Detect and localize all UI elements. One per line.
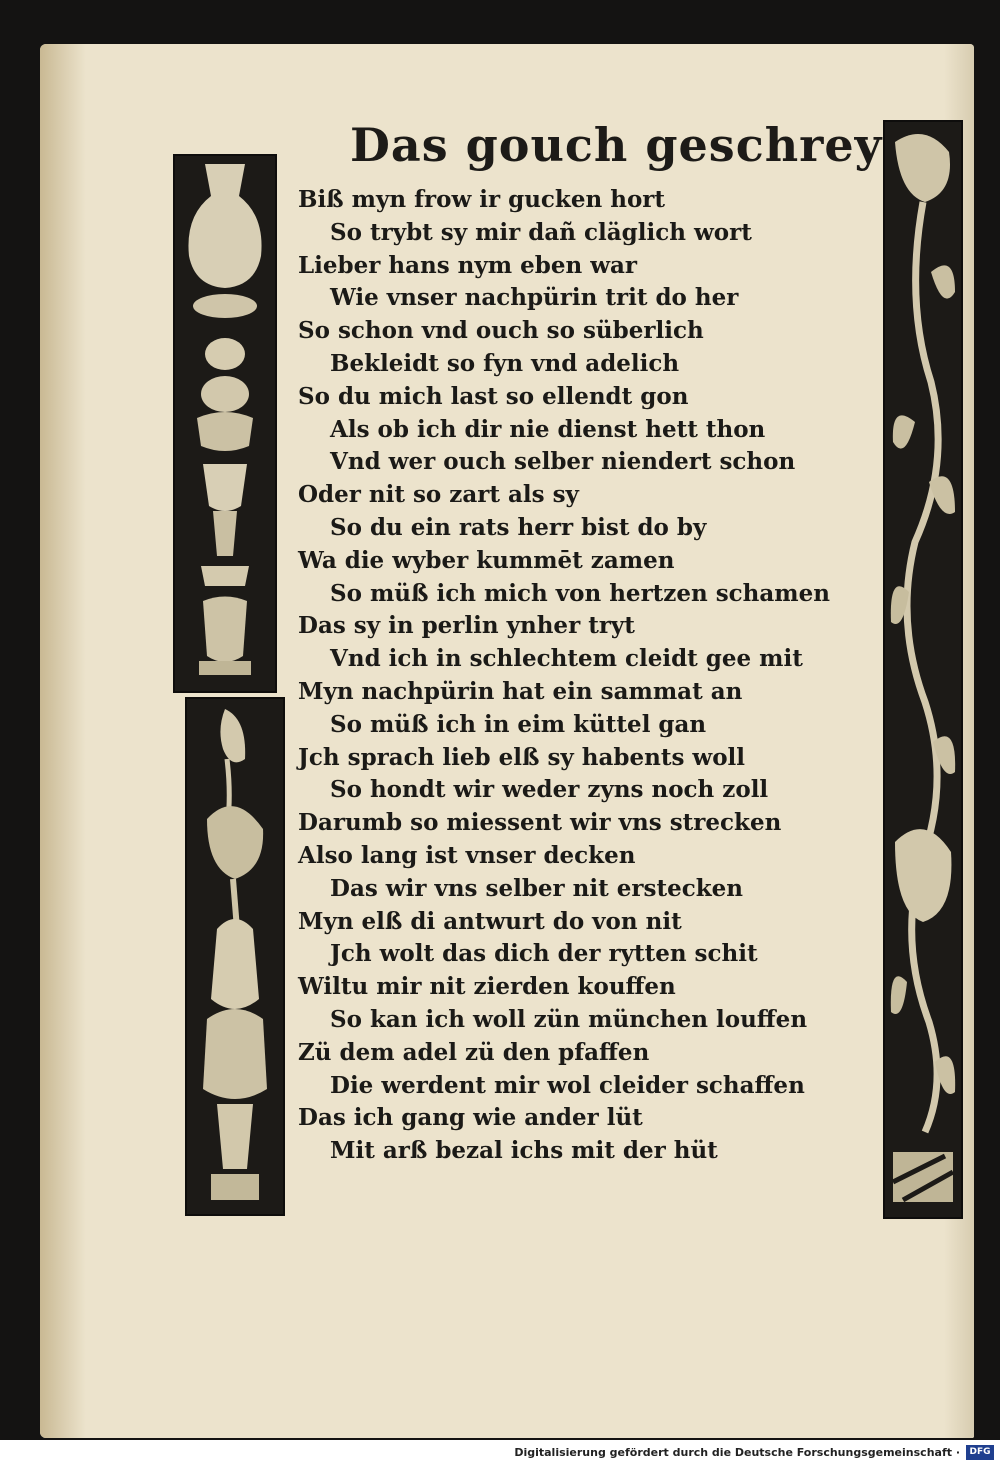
verse-line: Jch wolt das dich der rytten schit — [330, 940, 758, 968]
verse-line: Jch sprach lieb elß sy habents woll — [298, 743, 746, 771]
book-page — [40, 44, 974, 1438]
footer-bar — [0, 1440, 1000, 1467]
woodcut-vine-illustration — [883, 120, 963, 1219]
verse-line: So du mich last so ellendt gon — [298, 382, 689, 410]
verse-line: So müß ich mich von hertzen schamen — [330, 579, 831, 607]
verse-line: So müß ich in eim küttel gan — [330, 710, 707, 738]
verse-line: Oder nit so zart als sy — [298, 481, 579, 509]
verse-line: Lieber hans nym eben war — [298, 251, 638, 279]
verse-line: Wiltu mir nit zierden kouffen — [298, 973, 676, 1001]
woodcut-plant-vase-illustration — [185, 697, 285, 1216]
verse-line: Zü dem adel zü den pfaffen — [298, 1038, 650, 1066]
verse-line: Also lang ist vnser decken — [298, 841, 636, 869]
woodcut-vases-illustration — [173, 154, 277, 693]
verse-line: So du ein rats herr bist do by — [330, 513, 707, 541]
page-gutter-shadow — [40, 44, 86, 1438]
verse-line: Biß myn frow ir gucken hort — [298, 186, 666, 213]
verse-line: Wie vnser nachpürin trit do her — [330, 284, 739, 312]
funding-credit: Digitalisierung gefördert durch die Deutsche Forschungsgemeinschaft · — [514, 1446, 960, 1459]
verse-line: Die werdent mir wol cleider schaffen — [330, 1071, 805, 1099]
page-title: Das gouch geschrey — [350, 118, 883, 172]
verse-line: Das ich gang wie ander lüt — [298, 1104, 643, 1132]
verse-line: Wa die wyber kummēt zamen — [298, 546, 675, 574]
verse-line: Als ob ich dir nie dienst hett thon — [330, 415, 766, 443]
verse-line: Bekleidt so fyn vnd adelich — [330, 349, 680, 377]
verse-block — [298, 184, 898, 1168]
verse-line: Das sy in perlin ynher tryt — [298, 612, 635, 640]
verse-line: So trybt sy mir dañ cläglich wort — [330, 218, 752, 246]
verse-line: So hondt wir weder zyns noch zoll — [330, 776, 769, 804]
verse-line: Myn nachpürin hat ein sammat an — [298, 677, 743, 705]
verse-line: So schon vnd ouch so süberlich — [298, 317, 704, 345]
dfg-logo: DFG — [966, 1445, 994, 1460]
verse-line: Mit arß bezal ichs mit der hüt — [330, 1137, 718, 1165]
verse-line: Vnd wer ouch selber niendert schon — [330, 448, 796, 476]
verse-line: Das wir vns selber nit erstecken — [330, 874, 744, 902]
verse-line: Vnd ich in schlechtem cleidt gee mit — [330, 645, 803, 673]
verse-line: Myn elß di antwurt do von nit — [298, 907, 682, 935]
verse-line: Darumb so miessent wir vns strecken — [298, 809, 782, 837]
verse-line: So kan ich woll zün münchen louffen — [330, 1005, 808, 1033]
